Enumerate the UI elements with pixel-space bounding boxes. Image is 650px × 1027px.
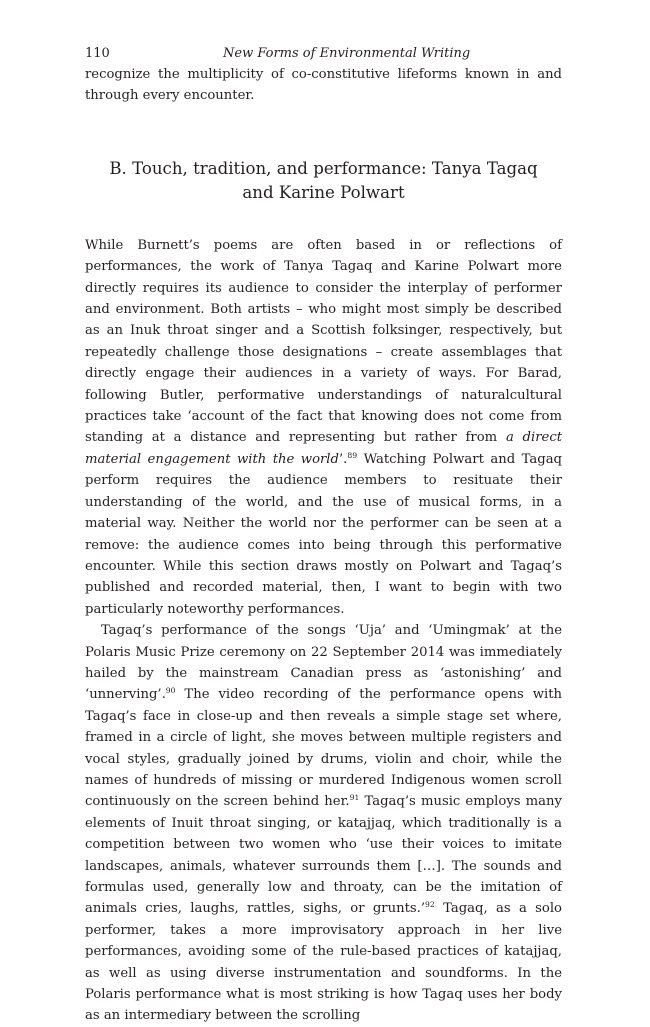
quoted-phrase-italic: a direct material engagement with the world bbox=[85, 430, 562, 467]
section-heading-line-1: B. Touch, tradition, and performance: Tanya Tagaq bbox=[109, 158, 538, 178]
paragraph-2-text-2: The video recording of the performance opens with Tagaq’s face in close-up and then reveals a simple stage set where, framed in a circle of light, she moves between multiple registers and vocal styles, gradually joined by drums, violin and choir, while the names of hundreds of missing or murdered Indigenous women scroll continuously on the screen behind her. bbox=[85, 687, 562, 810]
paragraph-2-text-4: Tagaq, as a solo performer, takes a more improvisatory approach in her live performances, avoiding some of the rule-based practices of katajjaq, as well as using diverse instrumentation and soundforms. In the Polaris performance what is most striking is how Tagaq uses her body as an intermediary between the scrolling bbox=[85, 901, 562, 1024]
footnote-reference-92: 92 bbox=[425, 900, 435, 910]
opening-paragraph: recognize the multiplicity of co-constitutive lifeforms known in and through every encounter. bbox=[85, 67, 562, 104]
running-head bbox=[85, 44, 562, 64]
book-page bbox=[85, 44, 562, 1027]
footnote-reference-90: 90 bbox=[165, 686, 176, 696]
paragraph-1-text-1: While Burnett’s poems are often based in or reflections of performances, the work of Tanya Tagaq and Karine Polwart more directly requires its audience to consider the interplay of performer and environment. Both artists – who might most simply be described as an Inuk throat singer and a Scottish folksinger, respectively, but repeatedly challenge those designations – create assemblages that directly engage their audiences in a variety of ways. For Barad, following Butler, performative understandings of naturalcultural practices take ‘account of the fact that knowing does not come from standing at a distance and representing but rather from bbox=[85, 237, 562, 446]
paragraph-2-text-3: Tagaq’s music employs many elements of Inuit throat singing, or katajjaq, which traditionally is a competition between two women who ‘use their voices to imitate landscapes, animals, whatever surrounds them […]. The sounds and formulas used, generally low and throaty, can be the imitation of animals cries, laughs, rattles, sighs, or grunts.’ bbox=[85, 794, 562, 917]
footnote-reference-89: 89 bbox=[347, 450, 358, 460]
paragraph-2 bbox=[85, 620, 562, 1027]
paragraph-1-text-3: Watching Polwart and Tagaq perform requires the audience members to resituate their understanding of the world, and the use of musical forms, in a material way. Neither the world nor the performer can be seen at a remove: the audience comes into being through this performative encounter. While this section draws mostly on Polwart and Tagaq’s published and recorded material, then, I want to begin with two particularly noteworthy performances. bbox=[85, 451, 562, 617]
section-heading-line-2: and Karine Polwart bbox=[242, 182, 405, 202]
paragraph-1-text-2: ’. bbox=[338, 451, 348, 467]
page-number: 110 bbox=[85, 46, 110, 61]
running-title: New Forms of Environmental Writing bbox=[223, 46, 471, 61]
body-text bbox=[85, 64, 562, 1027]
section-heading bbox=[105, 157, 542, 205]
footnote-reference-91: 91 bbox=[349, 793, 360, 803]
paragraph-2-text-1: Tagaq’s performance of the songs ‘Uja’ and ‘Umingmak’ at the Polaris Music Prize ceremony on 22 September 2014 was immediately hailed by the mainstream Canadian press as ‘astonishing’ and ‘unnerving’. bbox=[85, 623, 562, 703]
paragraph-1 bbox=[85, 235, 562, 620]
